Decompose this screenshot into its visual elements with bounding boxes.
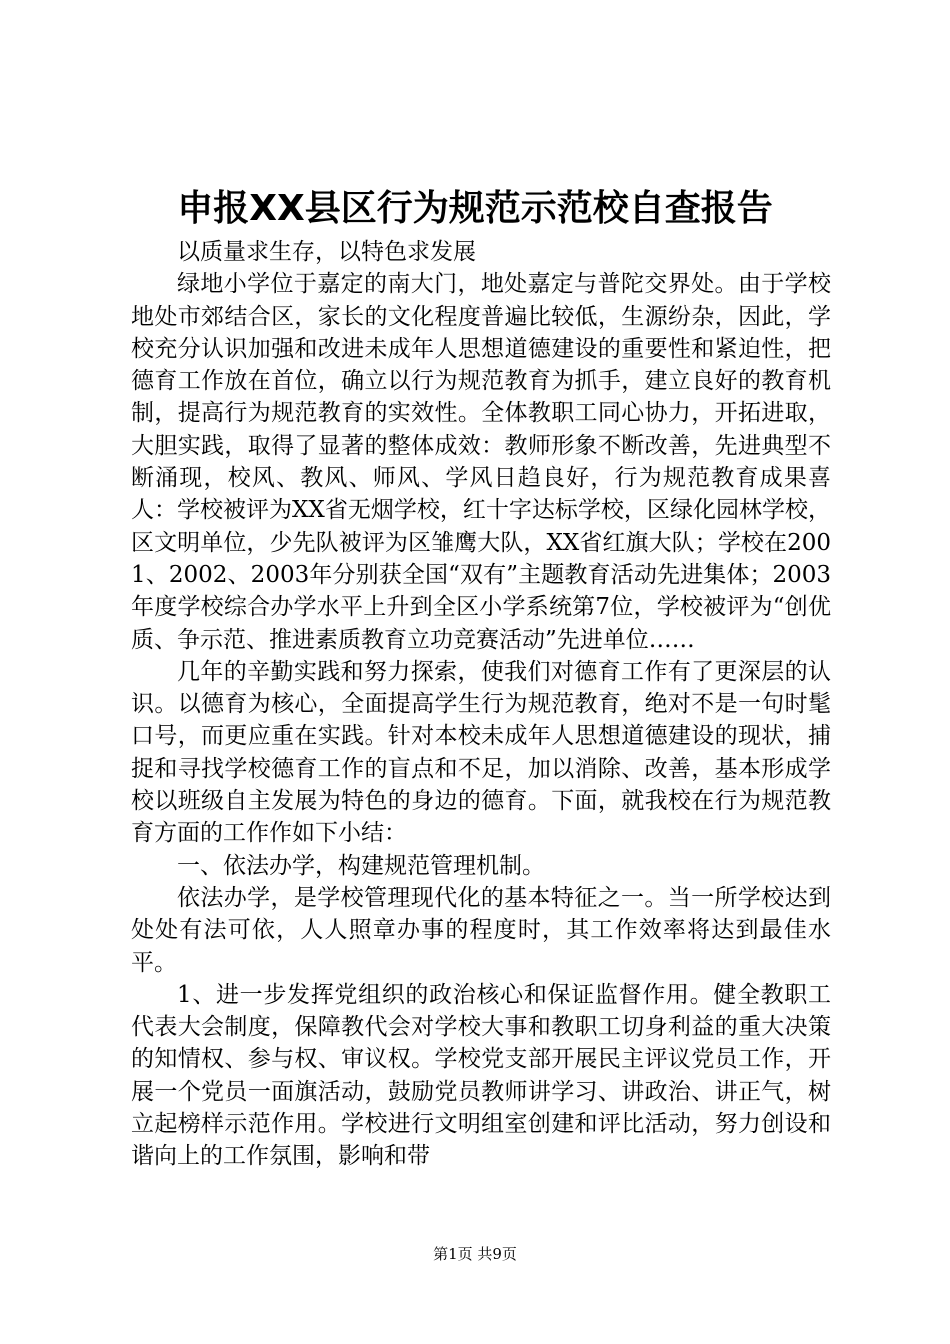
document-body xyxy=(131,236,831,1173)
paragraph-lawful-schooling: 依法办学，是学校管理现代化的基本特征之一。当一所学校达到处处有法可依，人人照章办事的程度时，其工作效率将达到最佳水平。 xyxy=(131,884,831,976)
paragraph-item-1: 1、进一步发挥党组织的政治核心和保证监督作用。健全教职工代表大会制度，保障教代会对学校大事和教职工切身利益的重大决策的知情权、参与权、审议权。学校党支部开展民主评议党员工作，开展一个党员一面旗活动，鼓励党员教师讲学习、讲政治、讲正气，树立起榜样示范作用。学校进行文明组室创建和评比活动，努力创设和谐向上的工作氛围，影响和带 xyxy=(131,981,831,1170)
section-heading-1: 一、依法办学，构建规范管理机制。 xyxy=(177,852,545,879)
paragraph-practice-summary: 几年的辛勤实践和努力探索，使我们对德育工作有了更深层的认识。以德育为核心，全面提高学生行为规范教育，绝对不是一句时髦口号，而更应重在实践。针对本校未成年人思想道德建设的现状，捕捉和寻找学校德育工作的盲点和不足，加以消除、改善，基本形成学校以班级自主发展为特色的身边的德育。下面，就我校在行为规范教育方面的工作作如下小结： xyxy=(131,658,831,847)
paragraph-motto: 以质量求生存，以特色求发展 xyxy=(177,239,476,265)
paragraph-school-intro: 绿地小学位于嘉定的南大门，地处嘉定与普陀交界处。由于学校地处市郊结合区，家长的文化程度普遍比较低，生源纷杂，因此，学校充分认识加强和改进未成年人思想道德建设的重要性和紧迫性，把德育工作放在首位，确立以行为规范教育为抓手，建立良好的教育机制，提高行为规范教育的实效性。全体教职工同心协力，开拓进取，大胆实践，取得了显著的整体成效：教师形象不断改善，先进典型不断涌现，校风、教风、师风、学风日趋良好，行为规范教育成果喜人：学校被评为XX省无烟学校，红十字达标学校，区绿化园林学校，区文明单位，少先队被评为区雏鹰大队，XX省红旗大队；学校在2001、2002、2003年分别获全国“双有”主题教育活动先进集体；2003年度学校综合办学水平上升到全区小学系统第7位，学校被评为“创优质、争示范、推进素质教育立功竞赛活动”先进单位…… xyxy=(131,271,831,653)
page-number-footer: 第1页 共9页 xyxy=(433,1245,517,1263)
document-title: 申报XX县区行为规范示范校自查报告 xyxy=(177,188,773,229)
